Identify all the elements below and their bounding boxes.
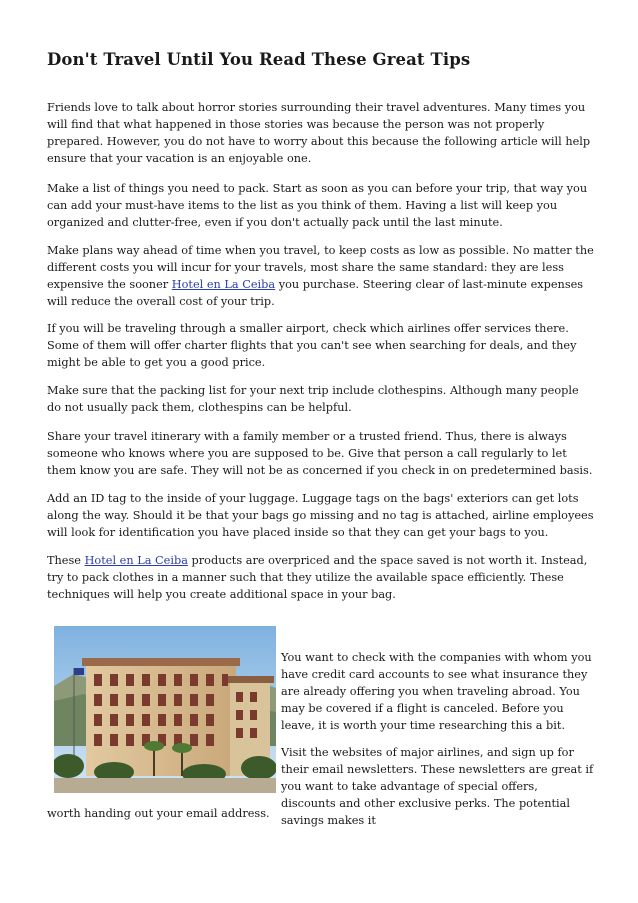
hotel-link[interactable]: Hotel en La Ceiba <box>84 554 188 567</box>
paragraph-products <box>47 553 595 604</box>
hotel-link[interactable]: Hotel en La Ceiba <box>171 277 276 291</box>
paragraph-text: you purchase. Steering clear of last-minute expenses will reduce the overall cost of your trip. <box>47 277 584 308</box>
paragraph-itinerary: Share your travel itinerary with a family member or a trusted friend. Thus, there is always someone who knows where you are supposed to be. Give that person a call regularly to let them know you are safe. They will not be as concerned if you check in on predetermined basis. <box>47 430 593 477</box>
paragraph-text: These <box>47 554 85 567</box>
page-title: Don't Travel Until You Read These Great Tips <box>47 50 471 69</box>
paragraph-clothespins: Make sure that the packing list for your next trip include clothespins. Although many people do not usually pack them, clothespins can be helpful. <box>47 384 579 414</box>
paragraph-intro: Friends love to talk about horror stories surrounding their travel adventures. Many times you will find that what happened in those stories was because the person was not properly prepared. However, you do not have to worry about this because the following article will help ensure that your vacation is an enjoyable one. <box>47 101 591 165</box>
paragraph-text: products are overpriced and the space saved is not worth it. Instead, try to pack clothes in a manner such that they utilize the available space efficiently. These techniques will help you create additional space in your bag. <box>47 554 588 601</box>
paragraph-id-tag: Add an ID tag to the inside of your luggage. Luggage tags on the bags' exteriors can get lots along the way. Should it be that your bags go missing and no tag is attached, airline employees will look for identification you have placed inside so that they can get your bags to you. <box>47 492 594 539</box>
paragraph-text: Make plans way ahead of time when you travel, to keep costs as low as possible. No matter the different costs you will incur for your travels, most share the same standard: they are less expensive the sooner <box>47 244 594 291</box>
hotel-building-photo <box>54 626 276 793</box>
paragraph-packing-list: Make a list of things you need to pack. Start as soon as you can before your trip, that way you can add your must-have items to the list as you think of them. Having a list will keep you organized and clutter-free, even if you don't actually pack until the last minute. <box>47 182 588 229</box>
paragraph-credit-card-insurance: You want to check with the companies with whom you have credit card accounts to see what insurance they are already offering you when traveling abroad. You may be covered if a flight is canceled. Before you leave, it is worth your time researching this a bit. <box>281 651 592 732</box>
paragraph-airline-newsletters-continued: worth handing out your email address. <box>47 807 270 820</box>
paragraph-small-airport: If you will be traveling through a smaller airport, check which airlines offer services there. Some of them will offer charter flights that you can't see when searching for deals, and they might be able to get you a good price. <box>47 322 577 369</box>
paragraph-airline-newsletters: Visit the websites of major airlines, and sign up for their email newsletters. These newsletters are great if you want to take advantage of special offers, discounts and other exclusive perks. The potential savings makes it <box>281 746 594 827</box>
paragraph-plan-ahead <box>47 243 595 311</box>
